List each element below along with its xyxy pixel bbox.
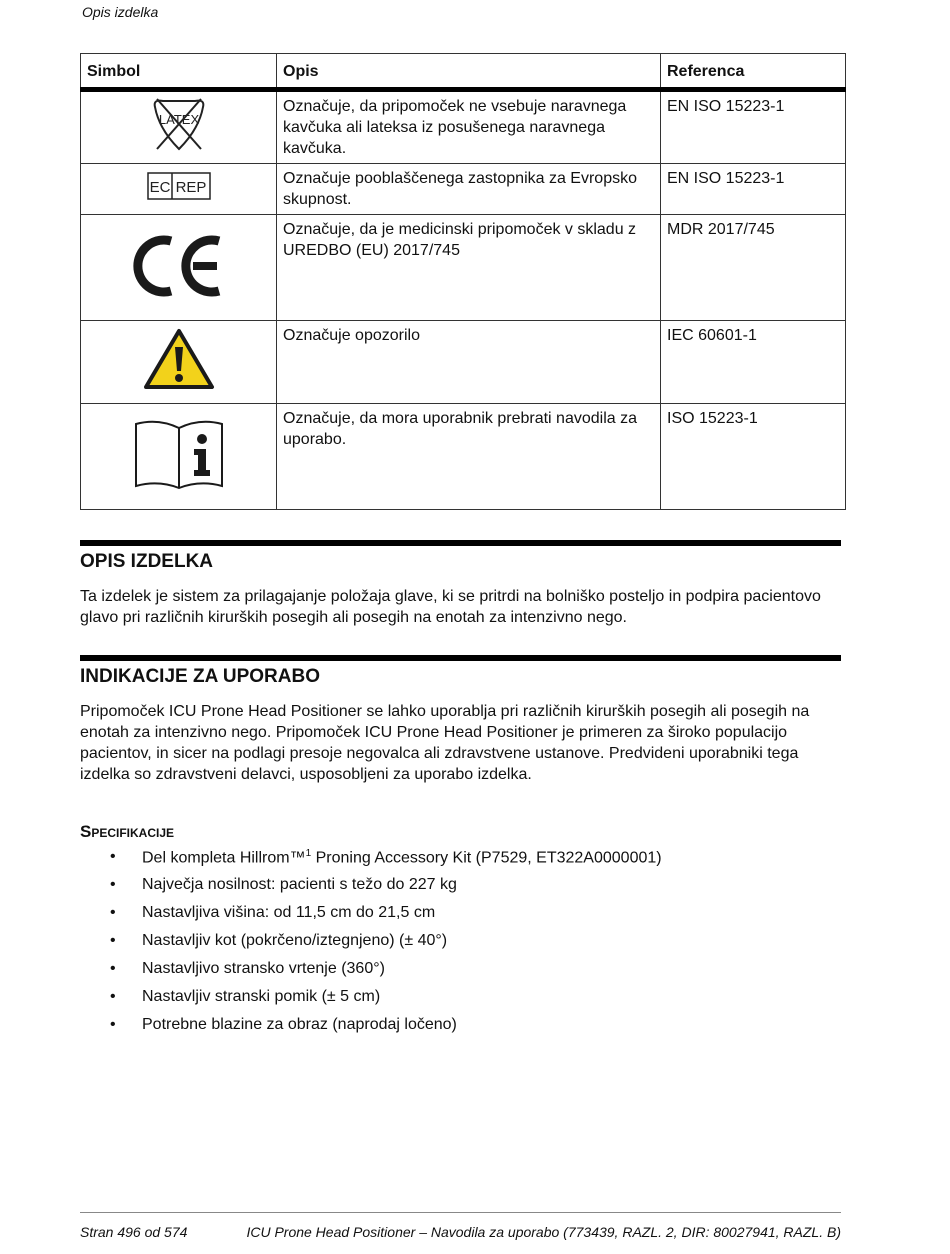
list-item: [110, 960, 662, 988]
list-item: [110, 848, 662, 876]
reference-cell: MDR 2017/745: [661, 215, 846, 321]
spec-text: Nastavljiv kot (pokrčeno/iztegnjeno) (± 40°): [142, 932, 448, 949]
table-header-row: [81, 54, 846, 90]
bullet: •: [110, 904, 116, 921]
instructions-book-icon: [132, 416, 226, 492]
symbol-cell: [81, 321, 277, 404]
section-divider: [80, 540, 841, 546]
spec-text: Potrebne blazine za obraz (naprodaj ločeno): [142, 1016, 457, 1033]
specifications-list: [110, 848, 662, 1044]
reference-cell: EN ISO 15223-1: [661, 164, 846, 215]
bullet: •: [110, 932, 116, 949]
table-row: [81, 164, 846, 215]
spec-text: Največja nosilnost: pacienti s težo do 227 kg: [142, 876, 457, 893]
ec-text: EC: [149, 179, 170, 196]
warning-triangle-icon: [143, 327, 215, 391]
description-cell: Označuje pooblaščenega zastopnika za Evropsko skupnost.: [277, 164, 661, 215]
bullet: •: [110, 876, 116, 893]
description-cell: Označuje, da je medicinski pripomoček v skladu z UREDBO (EU) 2017/745: [277, 215, 661, 321]
column-header-description: Opis: [277, 54, 661, 90]
spec-text: Nastavljiva višina: od 11,5 cm do 21,5 cm: [142, 904, 436, 921]
indikacije-paragraph: Pripomoček ICU Prone Head Positioner se lahko uporablja pri različnih kirurških posegih ali posegih na enotah za intenzivno nego. Pripomoček ICU Prone Head Positioner je primeren za široko populacijo pacientov, in sicer na podlagi presoje negovalca ali zdravstvene ustanove. Predvideni uporabniki tega izdelka so zdravstveni delavci, usposobljeni za uporabo izdelka.: [80, 703, 810, 783]
section-divider: [80, 655, 841, 661]
spec-text: Nastavljivo stransko vrtenje (360°): [142, 960, 385, 977]
list-item: [110, 904, 662, 932]
running-header: Opis izdelka: [82, 4, 159, 20]
symbol-cell: [81, 164, 277, 215]
symbol-table: [80, 53, 846, 510]
spec-text: Del kompleta Hillrom™: [142, 849, 306, 867]
opis-heading: OPIS IZDELKA: [80, 551, 214, 572]
latex-free-icon: [147, 95, 211, 155]
rep-text: REP: [175, 179, 206, 196]
description-cell: Označuje, da mora uporabnik prebrati navodila za uporabo.: [277, 404, 661, 510]
page-number: Stran 496 od 574: [80, 1224, 188, 1240]
bullet: •: [110, 1016, 116, 1033]
table-row: [81, 215, 846, 321]
bullet: •: [110, 988, 116, 1005]
symbol-cell: [81, 215, 277, 321]
description-cell: Označuje opozorilo: [277, 321, 661, 404]
reference-cell: ISO 15223-1: [661, 404, 846, 510]
list-item: [110, 1016, 662, 1044]
ec-rep-icon: [147, 171, 211, 201]
table-row: [81, 404, 846, 510]
symbol-cell: [81, 90, 277, 164]
symbol-cell: [81, 404, 277, 510]
spec-text: Proning Accessory Kit (P7529, ET322A0000001): [311, 849, 662, 867]
specifikacije-heading: Specifikacije: [80, 822, 175, 841]
document-reference: ICU Prone Head Positioner – Navodila za uporabo (773439, RAZL. 2, DIR: 80027941, RAZL. B): [246, 1224, 841, 1240]
footer-divider: [80, 1212, 841, 1213]
table-row: [81, 90, 846, 164]
bullet: •: [110, 848, 116, 865]
list-item: [110, 876, 662, 904]
column-header-reference: Referenca: [661, 54, 846, 90]
bullet: •: [110, 960, 116, 977]
column-header-symbol: Simbol: [81, 54, 277, 90]
reference-cell: IEC 60601-1: [661, 321, 846, 404]
description-cell: Označuje, da pripomoček ne vsebuje naravnega kavčuka ali lateksa iz posušenega naravnega kavčuka.: [277, 90, 661, 164]
list-item: [110, 932, 662, 960]
reference-cell: EN ISO 15223-1: [661, 90, 846, 164]
latex-icon-text: LATEX: [158, 111, 199, 127]
spec-text: Nastavljiv stranski pomik (± 5 cm): [142, 988, 381, 1005]
list-item: [110, 988, 662, 1016]
ce-mark-icon: [131, 229, 227, 301]
opis-paragraph: Ta izdelek je sistem za prilagajanje položaja glave, ki se pritrdi na bolniško posteljo in podpira pacientovo glavo pri različnih kirurških posegih ali posegih na enotah za intenzivno nego.: [80, 588, 821, 626]
indikacije-heading: INDIKACIJE ZA UPORABO: [80, 666, 320, 687]
footnote-marker: 1: [305, 848, 312, 859]
table-row: [81, 321, 846, 404]
